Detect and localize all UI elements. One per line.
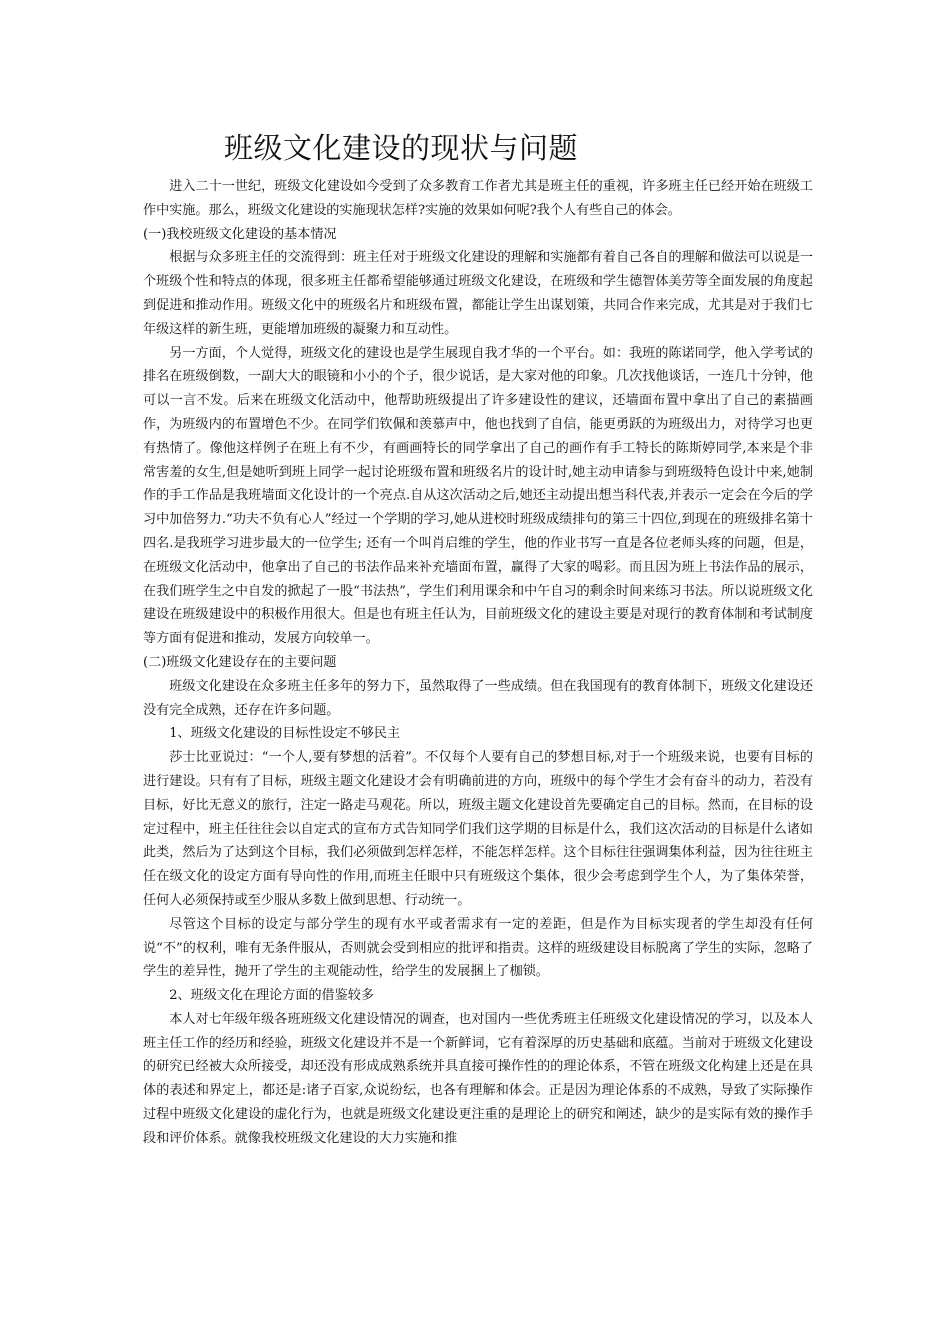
- paragraph-goal-gap: 尽管这个目标的设定与部分学生的现有水平或者需求有一定的差距，但是作为目标实现者的学生却没有任何说“不”的权利，唯有无条件服从，否则就会受到相应的批评和指责。这样的班级建设目标脱离了学生的实际，忽略了学生的差异性，抛开了学生的主观能动性，给学生的发展捆上了枷锁。: [143, 916, 813, 980]
- document-title: 班级文化建设的现状与问题: [224, 131, 579, 165]
- subheading-goal-setting: 1、班级文化建设的目标性设定不够民主: [169, 726, 401, 742]
- section-heading-basic-situation: (一)我校班级文化建设的基本情况: [143, 226, 337, 242]
- paragraph-teacher-exchange: 根据与众多班主任的交流得到：班主任对于班级文化建设的理解和实施都有着自己各自的理解和做法可以说是一个班级个性和特点的体现，很多班主任都希望能够通过班级文化建设，在班级和学生德智体美劳等全面发展的角度起到促进和推动作用。班级文化中的班级名片和班级布置，都能让学生出谋划策，共同合作来完成，尤其是对于我们七年级这样的新生班，更能增加班级的凝聚力和互动性。: [143, 250, 813, 337]
- paragraph-intro: 进入二十一世纪，班级文化建设如今受到了众多教育工作者尤其是班主任的重视，许多班主任已经开始在班级工作中实施。那么，班级文化建设的实施现状怎样?实施的效果如何呢?我个人有些自己的体会。: [143, 179, 813, 218]
- paragraph-student-platform: 另一方面，个人觉得，班级文化的建设也是学生展现自我才华的一个平台。如：我班的陈诺同学，他入学考试的排名在班级倒数，一副大大的眼镜和小小的个子，很少说话，是大家对他的印象。几次找他谈话，一连几十分钟，他可以一言不发。后来在班级文化活动中，他帮助班级提出了许多建设性的建议，还墙面布置中拿出了自己的素描画作，为班级内的布置增色不少。在同学们钦佩和羡慕声中，他也找到了自信，能更勇跃的为班级出力，对待学习也更有热情了。像他这样例子在班上有不少，有画画特长的同学拿出了自己的画作有手工特长的陈斯婷同学,本来是个非常害羞的女生,但是她听到班上同学一起讨论班级布置和班级名片的设计时,她主动申请参与到班级特色设计中来,她制作的手工作品是我班墙面文化设计的一个亮点.自从这次活动之后,她还主动提出想当科代表,并表示一定会在今后的学习中加倍努力.“功夫不负有心人”经过一个学期的学习,她从进校时班级成绩排句的第三十四位,到现在的班级排名第十四名.是我班学习进步最大的一位学生; 还有一个叫肖启维的学生，他的作业书写一直是各位老师头疼的问题，但是，在班级文化活动中，他拿出了自己的书法作品来补充墙面布置，赢得了大家的喝彩。而且因为班上书法作品的展示，在我们班学生之中自发的掀起了一股“书法热”，学生们利用课余和中午自习的剩余时间来练习书法。所以说班级文化建设在班级建设中的积极作用很大。但是也有班主任认为，目前班级文化的建设主要是对现行的教育体制和考试制度等方面有促进和推动，发展方向较单一。: [143, 345, 813, 647]
- section-heading-main-problems: (二)班级文化建设存在的主要问题: [143, 654, 337, 670]
- document-body: [143, 175, 813, 1151]
- paragraph-goal-setting: 莎士比亚说过：“一个人,要有梦想的活着”。不仅每个人要有自己的梦想目标,对于一个班级来说，也要有目标的进行建设。只有有了目标，班级主题文化建设才会有明确前进的方向，班级中的每个学生才会有奋斗的动力，若没有目标，好比无意义的旅行，注定一路走马观花。所以，班级主题文化建设首先要确定自己的目标。然而，在目标的设定过程中，班主任往往会以自定式的宣布方式告知同学们我们这学期的目标是什么，我们这次活动的目标是什么诸如此类，然后为了达到这个目标，我们必须做到怎样怎样，不能怎样怎样。这个目标往往强调集体利益，因为往往班主任在级文化的设定方面有导向性的作用,而班主任眼中只有班级这个集体，很少会考虑到学生个人，为了集体荣誉，任何人必须保持或至少服从多数上做到思想、行动统一。: [143, 750, 813, 908]
- paragraph-theory-borrowing: 本人对七年级年级各班班级文化建设情况的调查，也对国内一些优秀班主任班级文化建设情况的学习，以及本人班主任工作的经历和经验，班级文化建设并不是一个新鲜词，它有着深厚的历史基础和底蕴。当前对于班级文化建设的研究已经被大众所接受，却还没有形成成熟系统并具直接可操作性的的理论体系，不管在班级文化构建上还是在具体的表述和界定上，都还是:诸子百家,众说纷纭，也各有理解和体会。正是因为理论体系的不成熟，导致了实际操作过程中班级文化建设的虚化行为，也就是班级文化建设更注重的是理论上的研究和阐述，缺少的是实际有效的操作手段和评价体系。就像我校班级文化建设的大力实施和推: [143, 1011, 813, 1146]
- subheading-theory-borrowing: 2、班级文化在理论方面的借鉴较多: [169, 988, 374, 1004]
- paragraph-problems-intro: 班级文化建设在众多班主任多年的努力下，虽然取得了一些成绩。但在我国现有的教育体制下，班级文化建设还没有完全成熟，还存在许多问题。: [143, 678, 813, 718]
